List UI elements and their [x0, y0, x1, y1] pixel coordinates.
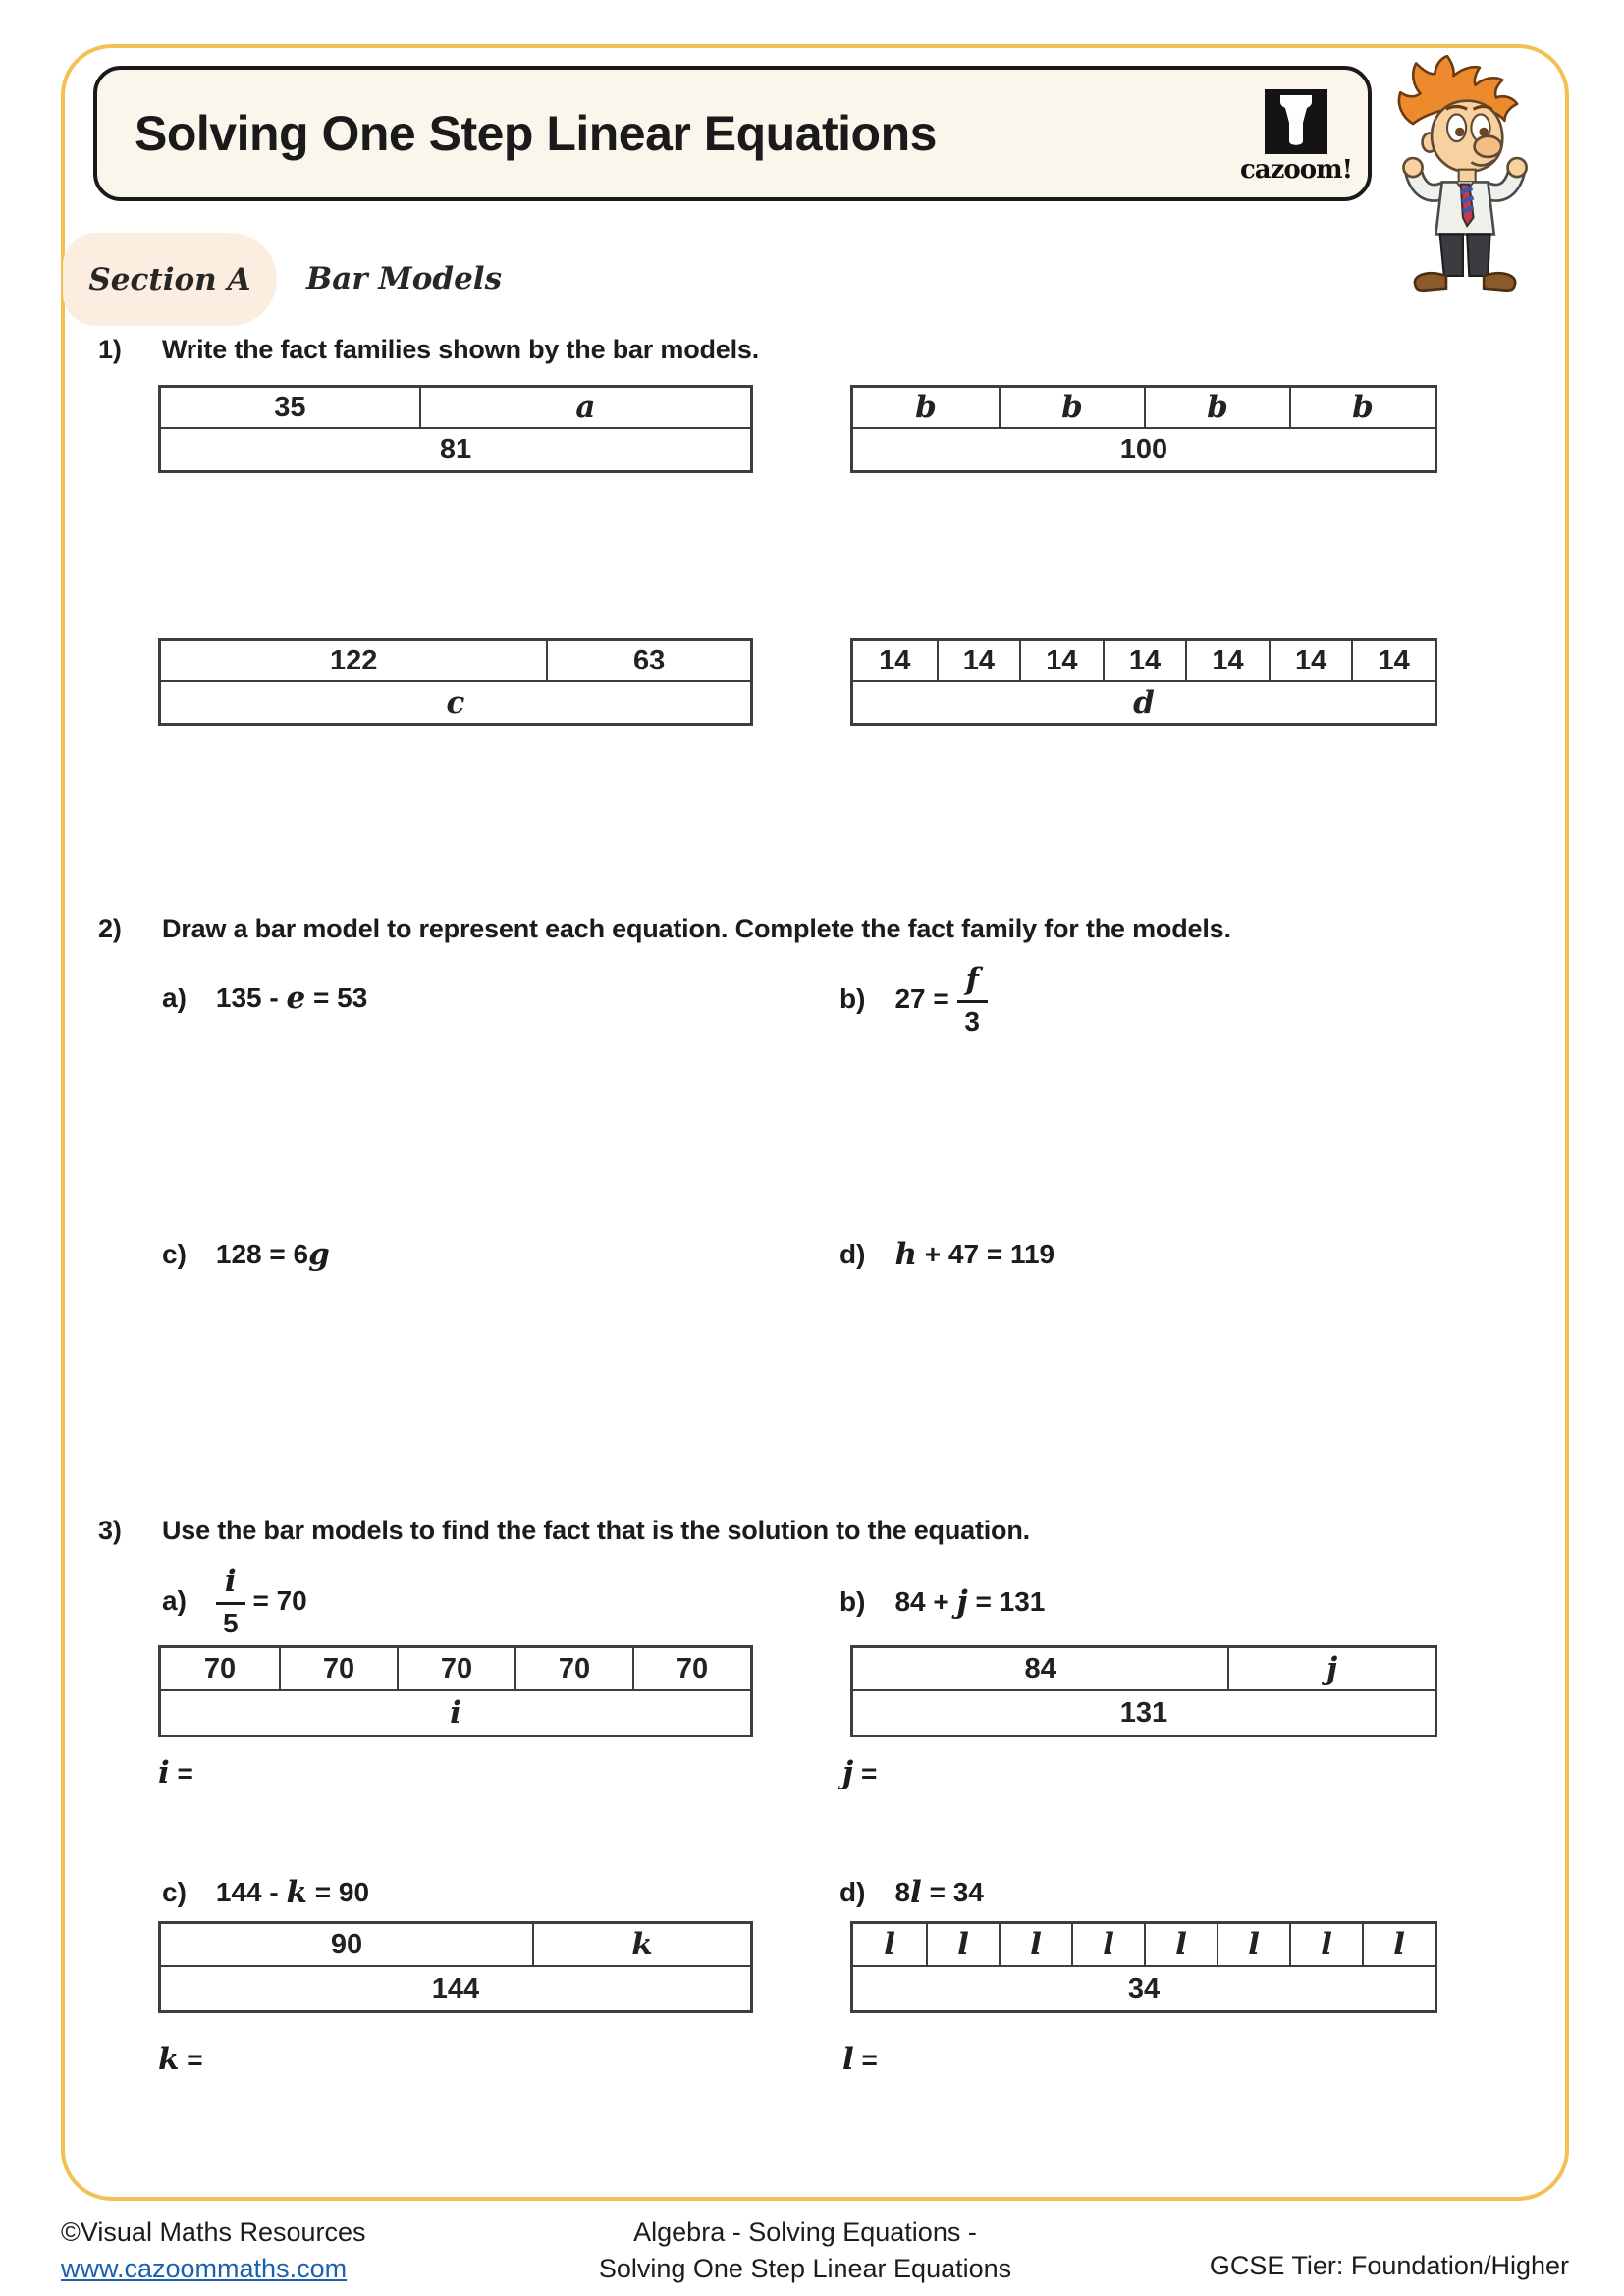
equation-q2a: a) 135 - e = 53 — [162, 981, 368, 1016]
bar-cell: 14 — [879, 644, 911, 676]
bar-cell: l — [999, 1924, 1071, 1965]
bar-cell: l — [884, 1927, 895, 1962]
bar-model-q1-a — [158, 385, 753, 473]
bar-cell: l — [1217, 1924, 1289, 1965]
bar-model-q3-b — [850, 1645, 1437, 1737]
question-3 — [98, 1516, 1512, 1546]
equation-q3a: a) $\frac{i}{5}$ = 70 — [162, 1564, 307, 1638]
answer-line-j: j = — [842, 1755, 878, 1790]
part-label: c) — [162, 1877, 187, 1907]
equation-q2b: b) 27 = $\frac{f}{3}$ — [839, 954, 988, 1044]
bar-cell: 35 — [274, 391, 306, 423]
bar-model-q3-a — [158, 1645, 753, 1737]
bar-cell: 70 — [632, 1648, 750, 1689]
footer-topic — [471, 2215, 1139, 2287]
question-2 — [98, 914, 1512, 944]
footer-tier: GCSE Tier: Foundation/Higher — [1209, 2251, 1569, 2280]
bar-cell: 70 — [279, 1648, 397, 1689]
answer-line-l: l = — [842, 2042, 878, 2077]
bar-model-q1-b — [850, 385, 1437, 473]
bar-cell: 63 — [546, 641, 750, 680]
bar-cell: 100 — [1119, 433, 1168, 465]
question-number: 1) — [98, 335, 122, 364]
bar-cell: 122 — [330, 644, 378, 676]
footer-topic-line2: Solving One Step Linear Equations — [598, 2254, 1012, 2283]
bar-cell: b — [915, 390, 937, 425]
bar-cell: 144 — [431, 1972, 480, 2004]
equation-q3d: d) 8 l = 34 — [839, 1875, 984, 1910]
bar-cell: 84 — [1024, 1652, 1056, 1684]
bar-cell: 14 — [1185, 641, 1269, 680]
bar-cell: k — [532, 1924, 750, 1965]
bar-cell: 70 — [397, 1648, 514, 1689]
bar-cell: l — [1071, 1924, 1144, 1965]
cazoom-logo — [1234, 89, 1358, 185]
part-label: a) — [162, 983, 187, 1013]
bar-cell: b — [999, 388, 1144, 427]
bar-cell: 14 — [1351, 641, 1435, 680]
equation-q3c: c) 144 - k = 90 — [162, 1875, 370, 1910]
bar-cell: 14 — [1019, 641, 1103, 680]
question-1 — [98, 335, 1473, 365]
page-title: Solving One Step Linear Equations — [135, 106, 937, 161]
bar-cell: b — [1289, 388, 1435, 427]
equation-q2c: c) 128 = 6 g — [162, 1237, 330, 1272]
footer-left — [61, 2215, 366, 2287]
question-number: 2) — [98, 914, 122, 943]
bar-model-q1-d — [850, 638, 1437, 726]
bar-cell: 34 — [1127, 1972, 1161, 2004]
part-label: d) — [839, 1877, 866, 1907]
question-prompt: Write the fact families shown by the bar models. — [162, 335, 760, 364]
brand-text: cazoom! — [1239, 155, 1353, 185]
bar-cell: 131 — [1119, 1696, 1168, 1729]
title-box — [93, 66, 1372, 201]
bar-cell: c — [446, 685, 465, 721]
bar-model-q3-d — [850, 1921, 1437, 2013]
mascot-character-icon — [1373, 55, 1555, 294]
drum-icon — [1265, 89, 1327, 154]
bar-cell: l — [1362, 1924, 1435, 1965]
question-prompt: Draw a bar model to represent each equation. Complete the fact family for the models. — [162, 914, 1231, 943]
answer-line-i: i = — [158, 1755, 193, 1790]
question-prompt: Use the bar models to find the fact that is the solution to the equation. — [162, 1516, 1030, 1545]
bar-cell: l — [1144, 1924, 1217, 1965]
bar-model-q1-c — [158, 638, 753, 726]
bar-cell: 14 — [1103, 641, 1186, 680]
fraction: $\frac{f}{3}$ — [957, 963, 988, 1036]
bar-cell: j — [1227, 1648, 1435, 1689]
footer-copyright: ©Visual Maths Resources — [61, 2217, 366, 2247]
bar-cell: 81 — [439, 433, 472, 465]
bar-cell: 14 — [937, 641, 1020, 680]
part-label: c) — [162, 1239, 187, 1269]
bar-cell: l — [926, 1924, 999, 1965]
part-label: b) — [839, 984, 866, 1014]
part-label: a) — [162, 1585, 187, 1616]
bar-cell: 90 — [330, 1928, 363, 1960]
section-title: Bar Models — [306, 261, 503, 296]
equation-q3b: b) 84 + j = 131 — [839, 1584, 1046, 1620]
bar-cell: 14 — [1269, 641, 1352, 680]
bar-cell: l — [1289, 1924, 1362, 1965]
bar-cell: b — [1144, 388, 1289, 427]
answer-line-k: k = — [158, 2042, 203, 2077]
footer-topic-line1: Algebra - Solving Equations - — [633, 2217, 977, 2247]
bar-cell: 70 — [203, 1652, 237, 1684]
section-label-text: Section A — [88, 261, 251, 297]
bar-cell: i — [450, 1695, 461, 1731]
footer-website-link[interactable]: www.cazoommaths.com — [61, 2254, 348, 2283]
question-number: 3) — [98, 1516, 122, 1545]
bar-cell: d — [1133, 685, 1155, 721]
equation-q2d: d) h + 47 = 119 — [839, 1237, 1056, 1272]
bar-cell: 70 — [514, 1648, 632, 1689]
fraction: $\frac{i}{5}$ — [216, 1565, 245, 1637]
bar-cell: a — [419, 388, 750, 427]
section-label — [63, 233, 277, 326]
bar-model-q3-c — [158, 1921, 753, 2013]
part-label: b) — [839, 1586, 866, 1617]
part-label: d) — [839, 1239, 866, 1269]
